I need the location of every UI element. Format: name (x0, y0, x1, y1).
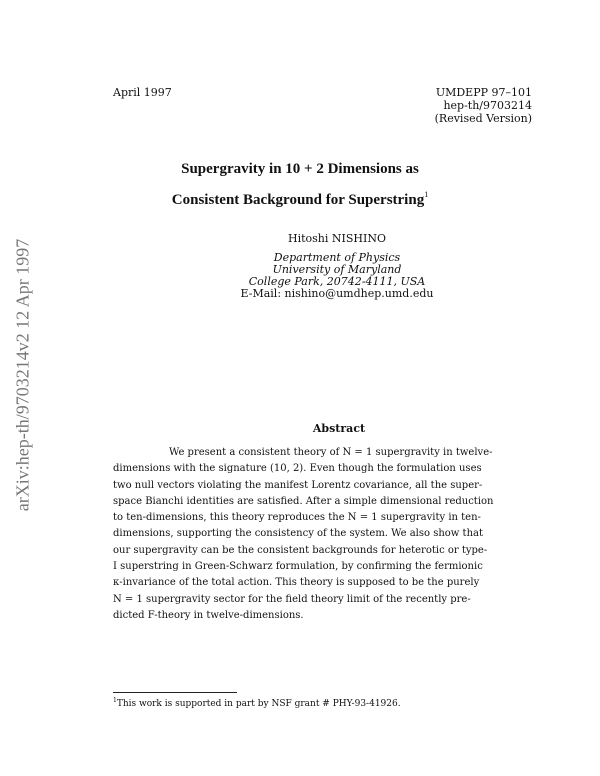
abstract-line: N = 1 supergravity sector for the field theory limit of the recently pre- (113, 593, 471, 605)
abstract-line: κ-invariance of the total action. This theory is supposed to be the purely (113, 577, 480, 589)
paper-title (0, 157, 600, 213)
author-name: Hitoshi NISHINO (288, 232, 386, 245)
title-line-1: Supergravity in 10 + 2 Dimensions as (181, 161, 419, 177)
title-line-2-text: Consistent Background for Superstring (171, 192, 425, 208)
abstract-heading: Abstract (312, 422, 366, 435)
footnote (113, 697, 401, 709)
email: E-Mail: nishino@umdhep.umd.edu (240, 287, 434, 300)
abstract-line: our supergravity can be the consistent backgrounds for heterotic or type- (113, 544, 488, 556)
arxiv-number: hep-th/9703214 (443, 99, 532, 112)
footnote-mark: 1 (113, 697, 117, 704)
abstract-line: space Bianchi identities are satisfied. After a simple dimensional reduction (113, 495, 494, 507)
abstract-line: dimensions, supporting the consistency of the system. We also show that (113, 528, 483, 540)
footnote-text: This work is supported in part by NSF grant # PHY-93-41926. (116, 699, 401, 709)
abstract-body (113, 445, 533, 624)
address: College Park, 20742-4111, USA (248, 275, 426, 288)
department: Department of Physics (273, 251, 401, 264)
abstract-line: two null vectors violating the manifest Lorentz covariance, all the super- (113, 479, 483, 491)
abstract-line: I superstring in Green-Schwarz formulation, by confirming the fermionic (113, 561, 483, 573)
title-footnote-mark: 1 (424, 190, 429, 199)
version-note: (Revised Version) (434, 112, 532, 125)
footnote-rule (113, 692, 237, 693)
abstract-line: dicted F-theory in twelve-dimensions. (113, 609, 304, 621)
report-number: UMDEPP 97–101 (435, 86, 532, 99)
affiliation-block (0, 252, 600, 300)
title-line-2 (0, 182, 600, 213)
preprint-date: April 1997 (113, 86, 172, 99)
abstract-line: to ten-dimensions, this theory reproduces the N = 1 supergravity in ten- (113, 512, 481, 524)
abstract-line: We present a consistent theory of N = 1 supergravity in twelve- (169, 447, 493, 458)
university: University of Maryland (272, 263, 402, 276)
abstract-line: dimensions with the signature (10, 2). Even though the formulation uses (113, 463, 482, 475)
report-number-block (435, 86, 532, 125)
arxiv-identifier: arXiv:hep-th/9703214v2 12 Apr 1997 (12, 238, 33, 512)
